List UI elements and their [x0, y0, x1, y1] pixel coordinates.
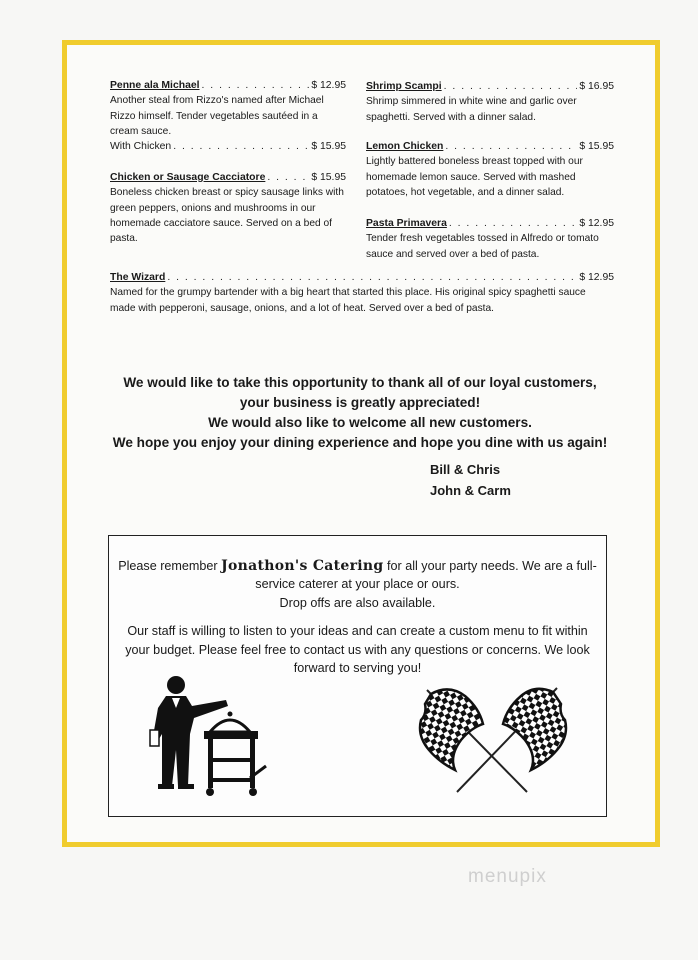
item-description: Shrimp simmered in white wine and garlic over spaghetti. Served with a dinner salad.: [366, 96, 577, 123]
menu-item-the-wizard: [110, 270, 614, 316]
watermark: menupix: [468, 866, 547, 887]
item-price: $ 15.95: [579, 141, 614, 152]
item-name: Pasta Primavera: [366, 218, 447, 229]
item-name: Shrimp Scampi: [366, 81, 442, 92]
item-name: Lemon Chicken: [366, 141, 444, 152]
menu-item-cacciatore: [110, 170, 360, 246]
item-price: $ 12.95: [311, 80, 346, 91]
menu-item-lemon-chicken: [366, 139, 614, 200]
thanks-line-3: We would also like to welcome all new customers.: [208, 415, 532, 430]
item-description: Boneless chicken breast or spicy sausage links with green peppers, onions and mushrooms in our homemade cacciatore sauce. Served on a bed of pasta.: [110, 187, 344, 245]
catering-box: [108, 535, 607, 817]
item-price: $ 12.95: [579, 272, 614, 283]
item-description: Named for the grumpy bartender with a big heart that started this place. His original spicy spaghetti sauce made with pepperoni, sausage, onions, and a lot of heat. Served over a bed of pasta.: [110, 287, 586, 314]
checkered-flags-icon: [409, 684, 579, 796]
catering-paragraph: Our staff is willing to listen to your ideas and can create a custom menu to fit within your budget. Please feel free to contact us with any questions or concerns. We look forward to serving you!: [125, 624, 590, 676]
catering-dropoff: Drop offs are also available.: [279, 595, 436, 610]
thanks-line-2: your business is greatly appreciated!: [239, 395, 481, 410]
signature-1: Bill & Chris: [430, 462, 501, 477]
item-extra-label: With Chicken: [110, 141, 172, 153]
menu-item-shrimp-scampi: [366, 79, 614, 125]
item-price: $ 15.95: [311, 172, 346, 183]
item-name: The Wizard: [110, 272, 166, 283]
menu-item-pasta-primavera: [366, 216, 614, 262]
item-name: Chicken or Sausage Cacciatore: [110, 172, 266, 183]
item-description: Tender fresh vegetables tossed in Alfredo or tomato sauce and served over a bed of pasta.: [366, 233, 599, 260]
item-price: $ 16.95: [579, 81, 614, 92]
item-name: Penne ala Michael: [110, 80, 200, 91]
menu-item-penne-ala-michael: [110, 78, 346, 154]
catering-intro: Please remember Jonathon's Catering for all your party needs. We are a full-service caterer at your place or ours.: [118, 558, 597, 592]
thanks-line-1: We would like to take this opportunity to thank all of our loyal customers,: [123, 375, 597, 390]
item-extra-price: $ 15.95: [311, 141, 346, 153]
catering-business-name: Jonathon's Catering: [221, 558, 384, 574]
item-description: Lightly battered boneless breast topped with our homemade lemon sauce. Served with mashed potatoes, hot vegetable, and a dinner salad.: [366, 156, 583, 198]
waiter-icon: [140, 674, 280, 799]
thanks-line-4: We hope you enjoy your dining experience and hope you dine with us again!: [112, 435, 608, 450]
item-price: $ 12.95: [579, 218, 614, 229]
item-description: Another steal from Rizzo's named after Michael Rizzo himself. Tender vegetables sautéed in a cream sauce.: [110, 95, 324, 137]
signature-2: John & Carm: [430, 483, 511, 498]
